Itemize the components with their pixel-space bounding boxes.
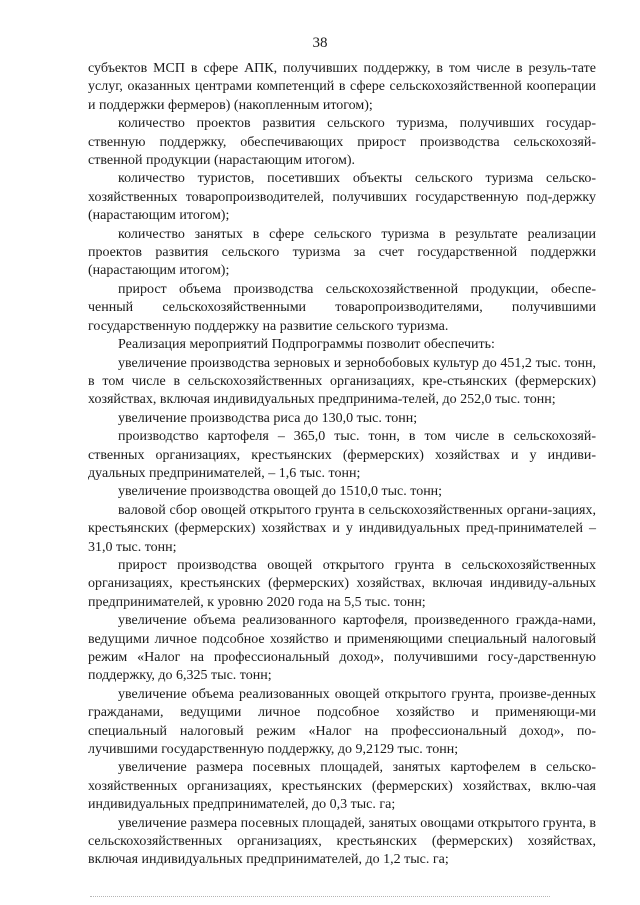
paragraph-sold-potatoes: увеличение объема реализованного картофеля, произведенного гражда-нами, ведущими личное подсобное хозяйство и применяющими специальный налоговый режим «Налог на профессиональный доход», получившими госу-дарственную поддержку, до 6,325 тыс. тонн;: [88, 613, 596, 684]
paragraph-rice-production: увеличение производства риса до 130,0 тыс. тонн;: [118, 410, 418, 426]
page-number: 38: [312, 35, 328, 51]
paragraph-potato-sown-area: увеличение размера посевных площадей, занятых картофелем в сельско-хозяйственных организациях, крестьянских (фермерских) хозяйствах, вклю-чая индивидуальных предпринимателей, до 0,3 тыс. га;: [88, 760, 596, 813]
document-body: [88, 60, 596, 870]
page-bottom-edge: [90, 896, 550, 897]
paragraph-vegetable-sown-area: увеличение размера посевных площадей, занятых овощами открытого грунта, в сельскохозяйственных организациях, крестьянских (фермерских) хозяйствах, включая индивидуальных предпринимателей, до 1,2 тыс. га;: [88, 815, 596, 868]
paragraph-open-ground-vegetable-growth: прирост производства овощей открытого грунта в сельскохозяйственных организациях, крестьянских (фермерских) хозяйствах, включая индивиду-альных предпринимателей, к уровню 2020 года на 5,5 тыс. тонн;: [88, 557, 596, 610]
paragraph-open-ground-vegetable-harvest: валовой сбор овощей открытого грунта в сельскохозяйственных органи-зациях, крестьянских (фермерских) хозяйствах и у индивидуальных пред-принимателей – 31,0 тыс. тонн;: [88, 502, 596, 555]
paragraph-sold-vegetables: увеличение объема реализованных овощей открытого грунта, произве-денных гражданами, ведущими личное подсобное хозяйство и применяющи-ми специальный налоговый режим «Налог на профессиональный доход», по-лучившими государственную поддержку, до 9,2129 тыс. тонн;: [88, 686, 596, 758]
paragraph-production-growth-tourism: прирост объема производства сельскохозяйственной продукции, обеспе-ченный сельскохозяйственными товаропроизводителями, получившими государственную поддержку на развитие сельского туризма.: [88, 281, 596, 334]
paragraph-msp-support-continuation: субъектов МСП в сфере АПК, получивших поддержку, в том числе в резуль-тате услуг, оказанных центрами компетенций в сфере сельскохозяйственной кооперации и поддержки фермеров) (накопленным итогом);: [88, 61, 596, 113]
paragraph-tourism-employment: количество занятых в сфере сельского туризма в результате реализации проектов развития сельского туризма за счет государственной поддержки (нарастающим итогом);: [88, 226, 596, 279]
paragraph-subprogram-outcomes-intro: Реализация мероприятий Подпрограммы позволит обеспечить:: [118, 337, 495, 353]
paragraph-vegetable-production: увеличение производства овощей до 1510,0 тыс. тонн;: [118, 484, 443, 500]
paragraph-rural-tourism-projects: количество проектов развития сельского туризма, получивших государ-ственную поддержку, обеспечивающих прирост производства сельскохозяй-ственной продукции (нарастающим итогом).: [88, 116, 596, 169]
paragraph-grain-production: увеличение производства зерновых и зернобобовых культур до 451,2 тыс. тонн, в том числе в сельскохозяйственных организациях, кре-стьянских (фермерских) хозяйствах, включая индивидуальных предпринима-телей, до 252,0 тыс. тонн;: [88, 355, 596, 408]
paragraph-potato-production: производство картофеля – 365,0 тыс. тонн, в том числе в сельскохозяй-ственных организациях, крестьянских (фермерских) хозяйствах и у индиви-дуальных предпринимателей, – 1,6 тыс. тонн;: [88, 429, 596, 481]
paragraph-tourist-count: количество туристов, посетивших объекты сельского туризма сельско-хозяйственных товаропроизводителей, получивших государственную под-держку (нарастающим итогом);: [88, 171, 596, 224]
